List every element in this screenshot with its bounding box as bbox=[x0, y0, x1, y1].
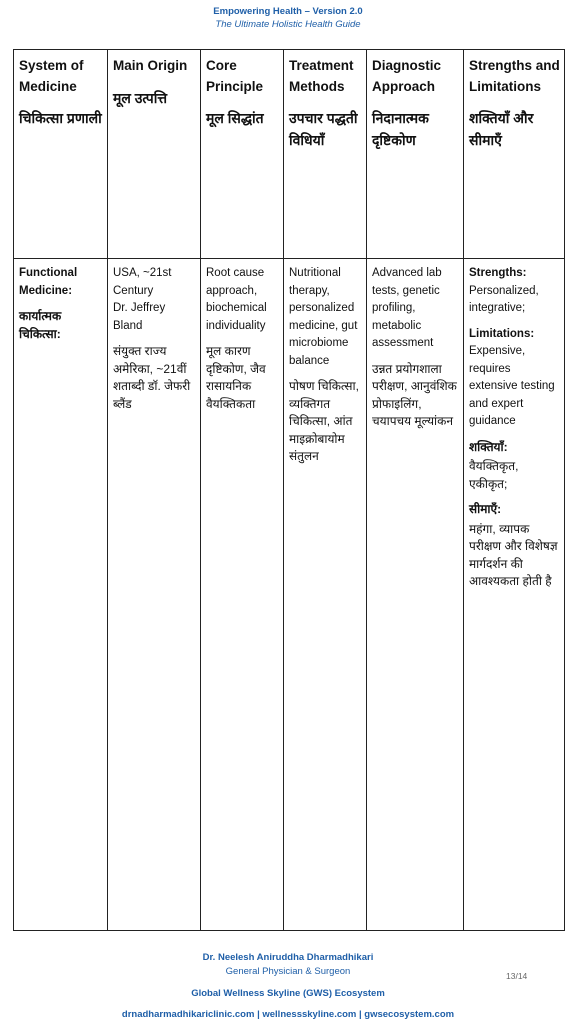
column-header-hi: मूल उत्पत्ति bbox=[113, 89, 168, 106]
strengths-label-hi: शक्तियाँ: bbox=[469, 439, 508, 454]
principle-hi: मूल कारण दृष्टिकोण, जैव रासायनिक वैयक्तिकता bbox=[206, 344, 266, 411]
page-number: 13/14 bbox=[506, 971, 528, 981]
origin-hi: संयुक्त राज्य अमेरिका, ~21वीं शताब्दी डॉ. जेफरी ब्लैंड bbox=[113, 344, 191, 411]
system-name-en: Functional Medicine: bbox=[19, 267, 78, 297]
footer-author: Dr. Neelesh Aniruddha Dharmadhikari bbox=[202, 952, 374, 963]
diagnostic-hi: उन्नत प्रयोगशाला परीक्षण, आनुवंशिक प्रोफाइलिंग, चयापचय मूल्यांकन bbox=[372, 361, 457, 428]
limitations-hi: महंगा, व्यापक परीक्षण और विशेषज्ञ मार्गदर्शन की आवश्यकता होती है bbox=[469, 521, 558, 588]
column-header-en: Treatment Methods bbox=[289, 58, 354, 94]
header-title: Empowering Health – Version 2.0 bbox=[213, 6, 363, 17]
column-header-en: Core Principle bbox=[206, 58, 264, 94]
column-header bbox=[108, 50, 201, 259]
column-header-en: Main Origin bbox=[113, 58, 188, 73]
column-header bbox=[284, 50, 367, 259]
column-header bbox=[464, 50, 565, 259]
footer-links[interactable]: drnadharmadhikariclinic.com | wellnessskyline.com | gwsecosystem.com bbox=[121, 1009, 455, 1020]
table-header-row bbox=[14, 50, 565, 259]
principle-en: Root cause approach, biochemical individuality bbox=[206, 267, 267, 332]
footer-role: General Physician & Surgeon bbox=[225, 966, 351, 977]
column-header bbox=[14, 50, 108, 259]
header-subtitle: The Ultimate Holistic Health Guide bbox=[215, 19, 361, 30]
strengths-label-en: Strengths: bbox=[469, 267, 527, 279]
limitations-en: Expensive, requires extensive testing and expert guidance bbox=[469, 345, 555, 427]
treatment-en: Nutritional therapy, personalized medicine, gut microbiome balance bbox=[289, 267, 358, 367]
column-header-en: Diagnostic Approach bbox=[372, 58, 442, 94]
strengths-hi: वैयक्तिकृत, एकीकृत; bbox=[469, 459, 519, 491]
column-header-hi: शक्तियाँ और सीमाएँ bbox=[469, 110, 534, 148]
table-row bbox=[14, 259, 565, 931]
column-header-hi: मूल सिद्धांत bbox=[206, 110, 264, 126]
strengths-en: Personalized, integrative; bbox=[469, 284, 539, 314]
system-cell bbox=[14, 259, 108, 931]
column-header-hi: निदानात्मक दृष्टिकोण bbox=[372, 110, 429, 148]
strengths-cell bbox=[464, 259, 565, 931]
treatment-hi: पोषण चिकित्सा, व्यक्तिगत चिकित्सा, आंत माइक्रोबायोम संतुलन bbox=[289, 379, 359, 463]
column-header-hi: उपचार पद्धती विधियाँ bbox=[289, 110, 358, 148]
origin-en-2: Dr. Jeffrey Bland bbox=[113, 302, 166, 332]
footer-ecosystem: Global Wellness Skyline (GWS) Ecosystem bbox=[191, 988, 385, 999]
system-name-hi: कार्यात्मक चिकित्सा: bbox=[19, 309, 62, 341]
column-header bbox=[367, 50, 464, 259]
column-header bbox=[201, 50, 284, 259]
limitations-label-en: Limitations: bbox=[469, 327, 535, 340]
comparison-table bbox=[13, 49, 565, 931]
diagnostic-en: Advanced lab tests, genetic profiling, metabolic assessment bbox=[372, 267, 442, 349]
column-header-en: Strengths and Limitations bbox=[469, 58, 560, 94]
diagnostic-cell bbox=[367, 259, 464, 931]
origin-cell bbox=[108, 259, 201, 931]
column-header-hi: चिकित्सा प्रणाली bbox=[19, 110, 102, 126]
limitations-label-hi: सीमाएँ: bbox=[469, 502, 502, 516]
principle-cell bbox=[201, 259, 284, 931]
origin-en-1: USA, ~21st Century bbox=[113, 267, 172, 297]
treatment-cell bbox=[284, 259, 367, 931]
page-header bbox=[0, 5, 576, 31]
column-header-en: System of Medicine bbox=[19, 58, 84, 94]
